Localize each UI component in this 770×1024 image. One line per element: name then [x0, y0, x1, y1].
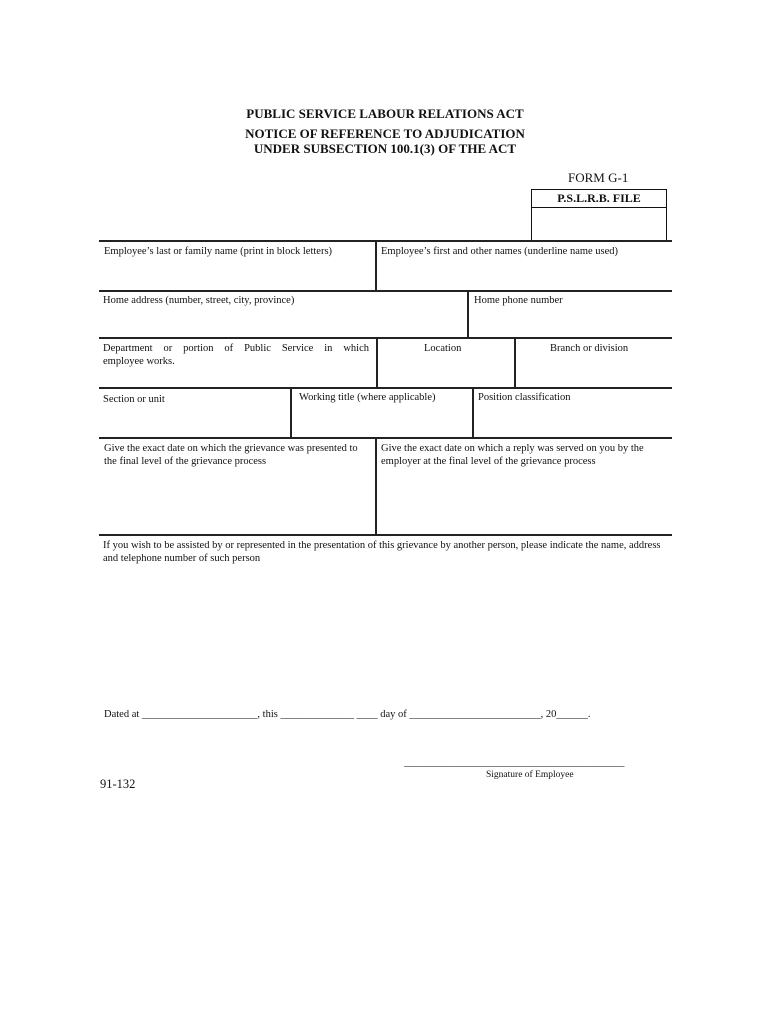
location-field[interactable]: Location	[424, 343, 462, 354]
signature-line[interactable]: __________________________________________	[404, 757, 625, 768]
last-name-field[interactable]: Employee’s last or family name (print in block letters)	[104, 246, 333, 257]
act-title: PUBLIC SERVICE LABOUR RELATIONS ACT	[246, 106, 524, 121]
department-label-line1: Department or portion of Public Service in which	[103, 343, 369, 354]
department-field[interactable]	[103, 343, 369, 368]
final-level-date-field[interactable]: Give the exact date on which the grievance was presented to the final level of the grievance process	[104, 443, 358, 467]
section-field[interactable]: Section or unit	[103, 394, 165, 405]
dated-line[interactable]: Dated at ______________________, this ______________ ____ day of _________________________, 20______.	[104, 709, 591, 720]
subsection-title: UNDER SUBSECTION 100.1(3) OF THE ACT	[253, 141, 517, 156]
form-code: 91-132	[100, 777, 136, 791]
home-address-field[interactable]: Home address (number, street, city, province)	[103, 295, 295, 306]
working-title-field[interactable]: Working title (where applicable)	[299, 392, 436, 403]
signature-label: Signature of Employee	[486, 770, 574, 780]
reply-date-field[interactable]: Give the exact date on which a reply was served on you by the employer at the final level of the grievance process	[381, 443, 644, 467]
branch-field[interactable]: Branch or division	[550, 343, 629, 354]
representative-field[interactable]: If you wish to be assisted by or represented in the presentation of this grievance by another person, please indicate the name, address and telephone number of such person	[103, 540, 661, 564]
home-phone-field[interactable]: Home phone number	[474, 295, 563, 306]
department-label-line2: employee works.	[103, 355, 175, 367]
file-number-box[interactable]	[531, 189, 667, 242]
notice-title: NOTICE OF REFERENCE TO ADJUDICATION	[245, 126, 525, 141]
form-number: FORM G-1	[568, 170, 629, 185]
file-box-label: P.S.L.R.B. FILE	[532, 190, 666, 208]
first-names-field[interactable]: Employee’s first and other names (underline name used)	[381, 246, 619, 257]
position-field[interactable]: Position classification	[478, 392, 571, 403]
